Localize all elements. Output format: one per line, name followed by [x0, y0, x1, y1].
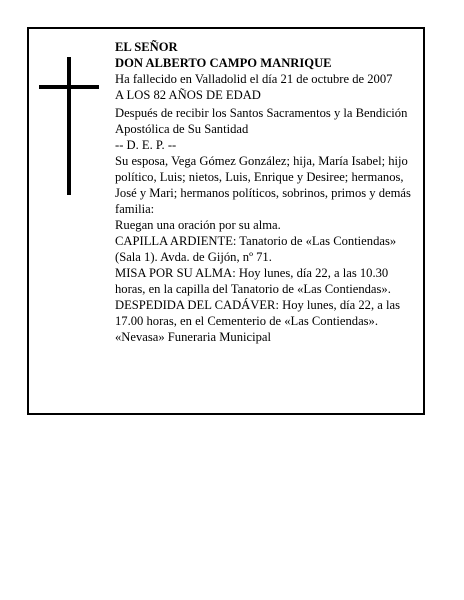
obituary-text [115, 39, 421, 345]
sacraments-text: Después de recibir los Santos Sacramentos y la Bendición Apostólica de Su Santidad [115, 106, 408, 136]
rip-text: -- D. E. P. -- [115, 138, 177, 152]
family-text: Su esposa, Vega Gómez González; hija, María Isabel; hijo político, Luis; nietos, Luis, Enrique y Desiree; hermanos, José y Mari; hermanos políticos, sobrinos, primos y demás familia: [115, 154, 411, 216]
farewell-text: DESPEDIDA DEL CADÁVER: Hoy lunes, día 22, a las 17.00 horas, en el Cementerio de «Las Contiendas». [115, 298, 400, 328]
obituary-notice [27, 27, 425, 415]
chapel-text: CAPILLA ARDIENTE: Tanatorio de «Las Contiendas» (Sala 1). Avda. de Gijón, nº 71. [115, 234, 397, 264]
age-line: A LOS 82 AÑOS DE EDAD [115, 88, 261, 102]
death-line: Ha fallecido en Valladolid el día 21 de octubre de 2007 [115, 72, 393, 86]
notice-title: EL SEÑOR [115, 40, 178, 54]
funeral-home-text: «Nevasa» Funeraria Municipal [115, 330, 271, 344]
prayer-text: Ruegan una oración por su alma. [115, 218, 281, 232]
cross-icon-bar [39, 85, 99, 89]
cross-icon [67, 57, 71, 195]
deceased-name: DON ALBERTO CAMPO MANRIQUE [115, 56, 332, 70]
mass-text: MISA POR SU ALMA: Hoy lunes, día 22, a las 10.30 horas, en la capilla del Tanatorio de «Las Contiendas». [115, 266, 391, 296]
